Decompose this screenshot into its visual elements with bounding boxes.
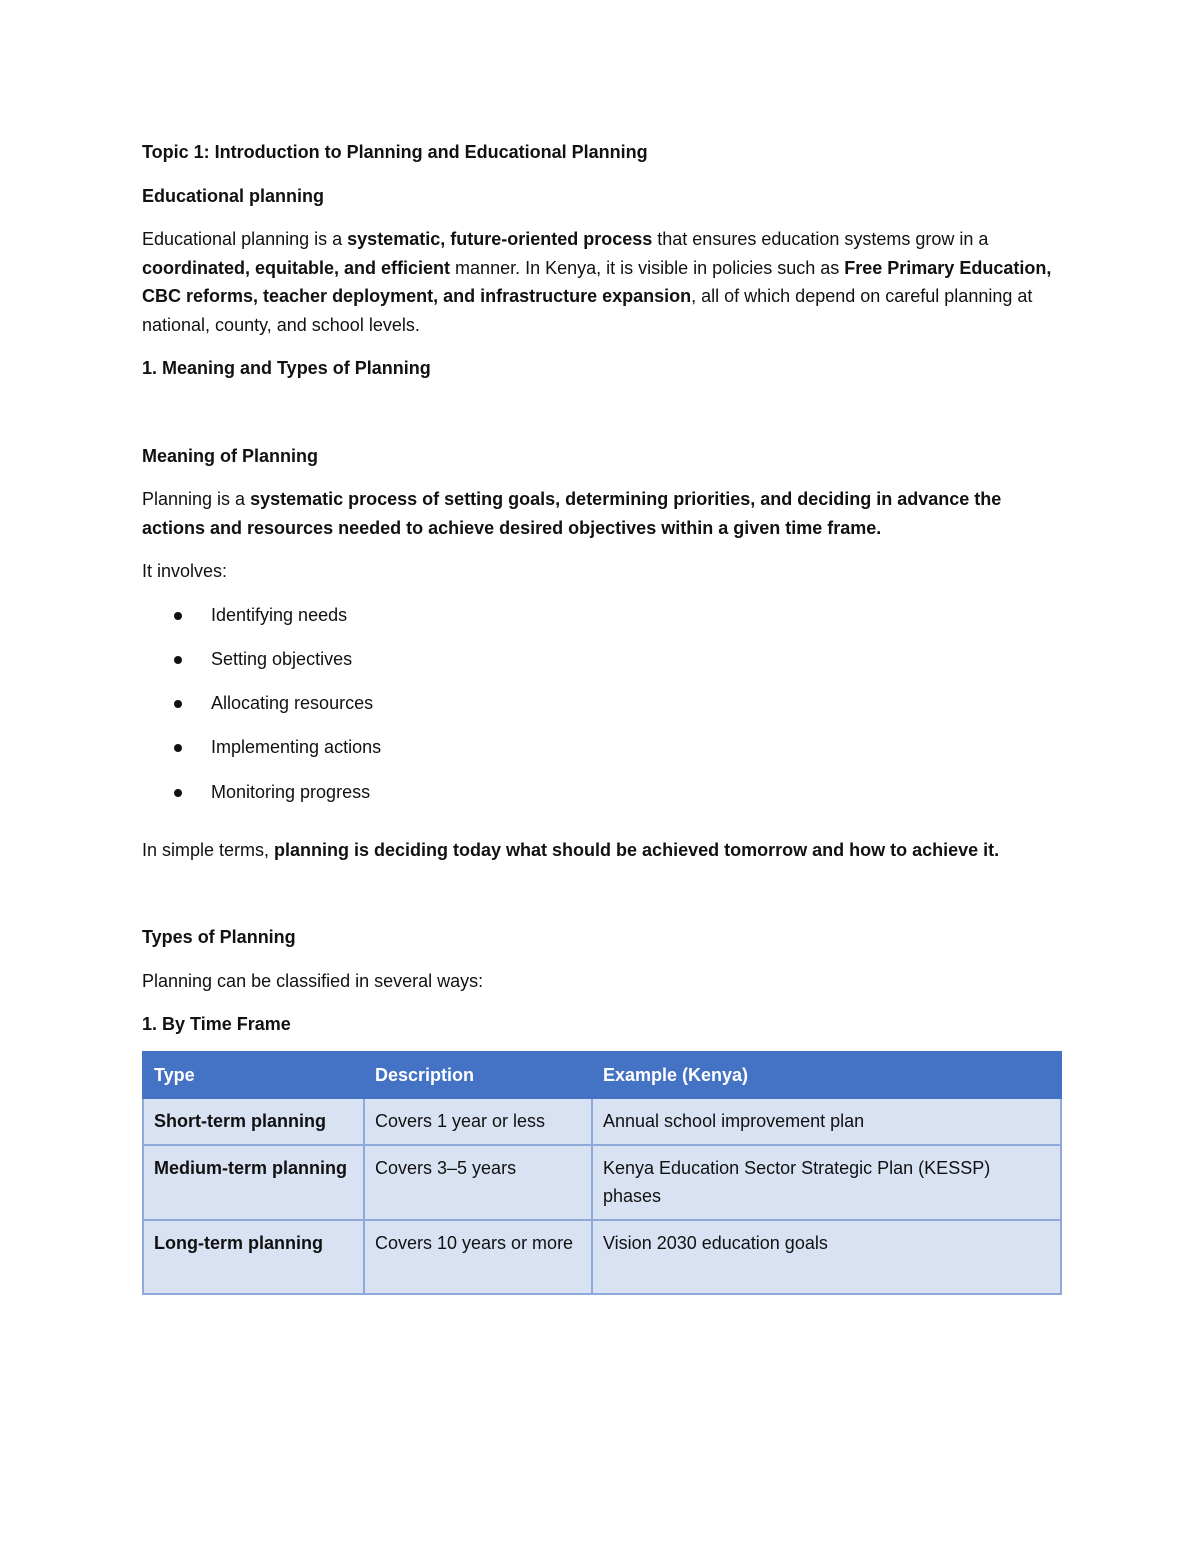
types-of-planning-heading: Types of Planning xyxy=(142,927,296,948)
table-cell-type: Medium-term planning xyxy=(143,1145,364,1220)
bullet-icon xyxy=(174,612,182,620)
table-cell-type: Short-term planning xyxy=(143,1098,364,1145)
by-time-frame-heading: 1. By Time Frame xyxy=(142,1014,291,1035)
bullet-icon xyxy=(174,744,182,752)
bullet-icon xyxy=(174,656,182,664)
text-run: Educational planning is a xyxy=(142,229,348,249)
column-header-description: Description xyxy=(364,1052,592,1099)
table-cell-example: Annual school improvement plan xyxy=(592,1098,1061,1145)
table-cell-type: Long-term planning xyxy=(143,1220,364,1294)
list-item-label: Allocating resources xyxy=(211,693,374,714)
types-intro: Planning can be classified in several ways: xyxy=(142,970,484,991)
text-run: manner. In Kenya, it is visible in policies such as xyxy=(450,257,845,278)
list-item xyxy=(142,778,1060,822)
educational-planning-paragraph xyxy=(142,225,1060,339)
table-row xyxy=(143,1145,1061,1220)
time-frame-table xyxy=(142,1051,1062,1295)
text-run: In simple terms, xyxy=(142,839,275,860)
table-cell-example: Kenya Education Sector Strategic Plan (KESSP) phases xyxy=(592,1145,1061,1220)
blank-line xyxy=(142,398,1060,442)
table-cell-description: Covers 10 years or more xyxy=(364,1220,592,1294)
table-row xyxy=(143,1098,1061,1145)
bullet-icon xyxy=(174,789,182,797)
meaning-of-planning-heading: Meaning of Planning xyxy=(142,445,318,466)
bold-run: Free Primary Education, CBC reforms, teacher deployment, and infrastructure expansion xyxy=(142,257,1052,306)
column-header-type: Type xyxy=(143,1052,364,1099)
table-cell-description: Covers 1 year or less xyxy=(364,1098,592,1145)
text-run: Planning is a xyxy=(142,489,251,509)
column-header-example: Example (Kenya) xyxy=(592,1052,1061,1099)
text-run: , all of which depend on careful planning at national, county, and school levels. xyxy=(142,286,1033,335)
meaning-types-heading: 1. Meaning and Types of Planning xyxy=(142,358,431,378)
text-run: that ensures education systems grow in a xyxy=(652,229,989,249)
list-item xyxy=(142,689,1060,733)
list-item xyxy=(142,601,1060,645)
planning-definition xyxy=(142,485,1060,542)
list-item-label: Implementing actions xyxy=(211,737,382,758)
bold-run: planning is deciding today what should be achieved tomorrow and how to achieve it. xyxy=(274,839,1000,860)
bold-run: systematic, future-oriented process xyxy=(347,229,653,249)
involves-list xyxy=(142,601,1060,822)
list-item-label: Setting objectives xyxy=(211,648,353,669)
bold-run: coordinated, equitable, and efficient xyxy=(142,257,451,278)
document-page xyxy=(142,138,1060,1295)
involves-label: It involves: xyxy=(142,561,228,581)
bold-run: systematic process of setting goals, determining priorities, and deciding in advance the actions and resources needed to achieve desired objectives within a given time frame. xyxy=(142,489,1002,538)
simple-terms-paragraph xyxy=(142,836,1060,865)
list-item xyxy=(142,645,1060,689)
table-cell-description: Covers 3–5 years xyxy=(364,1145,592,1220)
bullet-icon xyxy=(174,700,182,708)
table-row xyxy=(143,1220,1061,1294)
document-title: Topic 1: Introduction to Planning and Educational Planning xyxy=(142,142,648,162)
educational-planning-heading: Educational planning xyxy=(142,185,325,206)
table-cell-example: Vision 2030 education goals xyxy=(592,1220,1061,1294)
list-item-label: Monitoring progress xyxy=(211,781,371,802)
table-header-row xyxy=(143,1052,1061,1099)
list-item-label: Identifying needs xyxy=(211,604,348,625)
blank-line xyxy=(142,879,1060,923)
list-item xyxy=(142,733,1060,777)
